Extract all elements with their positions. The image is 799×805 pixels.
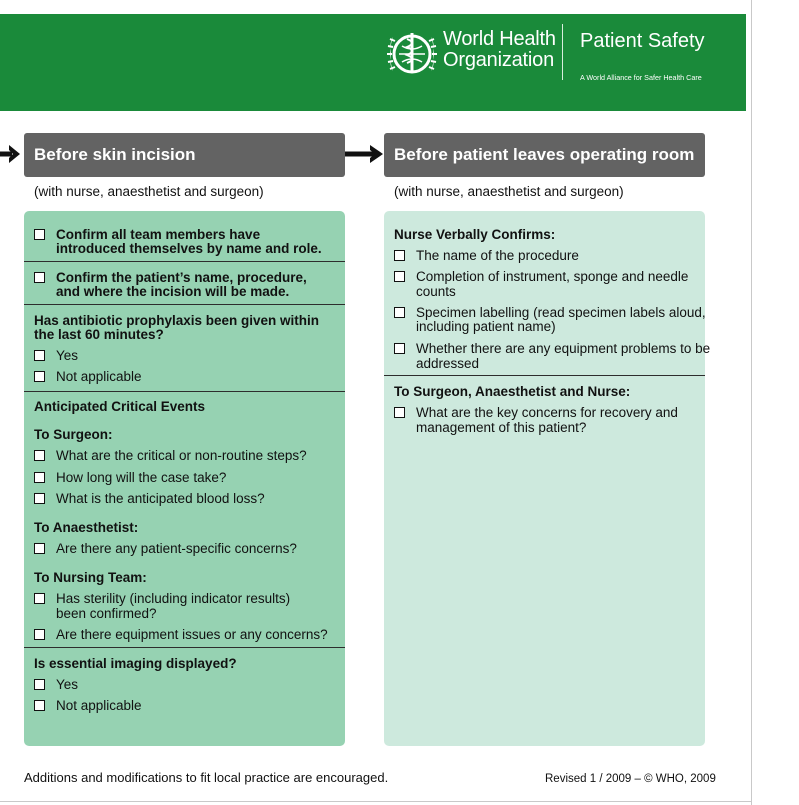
nurse-q1-label: The name of the procedure — [416, 248, 579, 263]
program-subtitle: A World Alliance for Safer Health Care — [580, 73, 702, 82]
nursing-q2-label: Are there equipment issues or any concerns? — [56, 627, 328, 642]
program-title: Patient Safety — [580, 30, 705, 52]
imaging-yes-label: Yes — [56, 677, 79, 692]
nursing-q1-line2: been confirmed? — [56, 606, 157, 621]
confirm-patient-line1: Confirm the patient’s name, procedure, — [56, 270, 307, 285]
checkbox-confirm-team[interactable] — [34, 229, 45, 240]
imaging-na-label: Not applicable — [56, 698, 142, 713]
arrow-right-icon — [345, 143, 385, 165]
team-q1-line2: management of this patient? — [416, 420, 587, 435]
surgeon-q1-label: What are the critical or non-routine steps? — [56, 448, 307, 463]
checkbox-nurse-q1[interactable] — [394, 250, 405, 261]
surgeon-q2-label: How long will the case take? — [56, 470, 227, 485]
org-name — [443, 29, 556, 71]
team-heading: To Surgeon, Anaesthetist and Nurse: — [394, 384, 631, 399]
checkbox-surgeon-q3[interactable] — [34, 493, 45, 504]
divider — [24, 391, 345, 392]
imaging-question: Is essential imaging displayed? — [34, 656, 237, 671]
page-border-right — [751, 0, 752, 805]
checkbox-nurse-q4[interactable] — [394, 343, 405, 354]
antibiotic-question-line2: the last 60 minutes? — [34, 327, 164, 342]
to-nursing-heading: To Nursing Team: — [34, 570, 147, 585]
to-surgeon-heading: To Surgeon: — [34, 427, 113, 442]
anaesthetist-q1-label: Are there any patient-specific concerns? — [56, 541, 297, 556]
arrow-right-icon — [0, 143, 22, 165]
nurse-q3-line1: Specimen labelling (read specimen labels aloud, — [416, 305, 706, 320]
confirm-team-line1: Confirm all team members have — [56, 227, 261, 242]
antibiotic-na-label: Not applicable — [56, 369, 142, 384]
nurse-q4-line2: addressed — [416, 356, 480, 371]
checkbox-nursing-q1[interactable] — [34, 593, 45, 604]
left-section-subtitle: (with nurse, anaesthetist and surgeon) — [34, 184, 264, 199]
checkbox-antibiotic-na[interactable] — [34, 371, 45, 382]
org-name-line1: World Health — [443, 28, 556, 50]
right-section-title: Before patient leaves operating room — [384, 133, 705, 177]
footer-note: Additions and modifications to fit local practice are encouraged. — [24, 770, 389, 785]
checkbox-nurse-q3[interactable] — [394, 307, 405, 318]
surgeon-q3-label: What is the anticipated blood loss? — [56, 491, 265, 506]
header-banner — [0, 14, 746, 111]
nurse-q4-line1: Whether there are any equipment problems to be — [416, 341, 711, 356]
divider — [24, 647, 345, 648]
confirm-team-line2: introduced themselves by name and role. — [56, 241, 322, 256]
checkbox-surgeon-q1[interactable] — [34, 450, 45, 461]
nurse-q2-line2: counts — [416, 284, 456, 299]
checkbox-nurse-q2[interactable] — [394, 271, 405, 282]
divider — [384, 375, 705, 376]
nurse-q3-line2: including patient name) — [416, 319, 556, 334]
header-divider — [562, 24, 563, 80]
checkbox-imaging-yes[interactable] — [34, 679, 45, 690]
checkbox-antibiotic-yes[interactable] — [34, 350, 45, 361]
nurse-heading: Nurse Verbally Confirms: — [394, 227, 556, 242]
footer-revision: Revised 1 / 2009 – © WHO, 2009 — [545, 773, 716, 785]
antibiotic-question-line1: Has antibiotic prophylaxis been given within — [34, 313, 320, 328]
checkbox-nursing-q2[interactable] — [34, 629, 45, 640]
checkbox-imaging-na[interactable] — [34, 700, 45, 711]
who-emblem-icon — [383, 25, 441, 83]
org-name-line2: Organization — [443, 49, 554, 71]
divider — [24, 261, 345, 262]
antibiotic-yes-label: Yes — [56, 348, 79, 363]
checkbox-confirm-patient[interactable] — [34, 272, 45, 283]
team-q1-line1: What are the key concerns for recovery and — [416, 405, 678, 420]
divider — [24, 304, 345, 305]
nursing-q1-line1: Has sterility (including indicator results) — [56, 591, 291, 606]
checkbox-surgeon-q2[interactable] — [34, 472, 45, 483]
critical-events-heading: Anticipated Critical Events — [34, 399, 206, 414]
checkbox-team-q1[interactable] — [394, 407, 405, 418]
right-section-subtitle: (with nurse, anaesthetist and surgeon) — [394, 184, 624, 199]
checkbox-anaesthetist-q1[interactable] — [34, 543, 45, 554]
to-anaesthetist-heading: To Anaesthetist: — [34, 520, 139, 535]
confirm-patient-line2: and where the incision will be made. — [56, 284, 290, 299]
nurse-q2-line1: Completion of instrument, sponge and needle — [416, 269, 689, 284]
left-section-title: Before skin incision — [24, 133, 345, 177]
page-border-bottom — [0, 801, 752, 802]
